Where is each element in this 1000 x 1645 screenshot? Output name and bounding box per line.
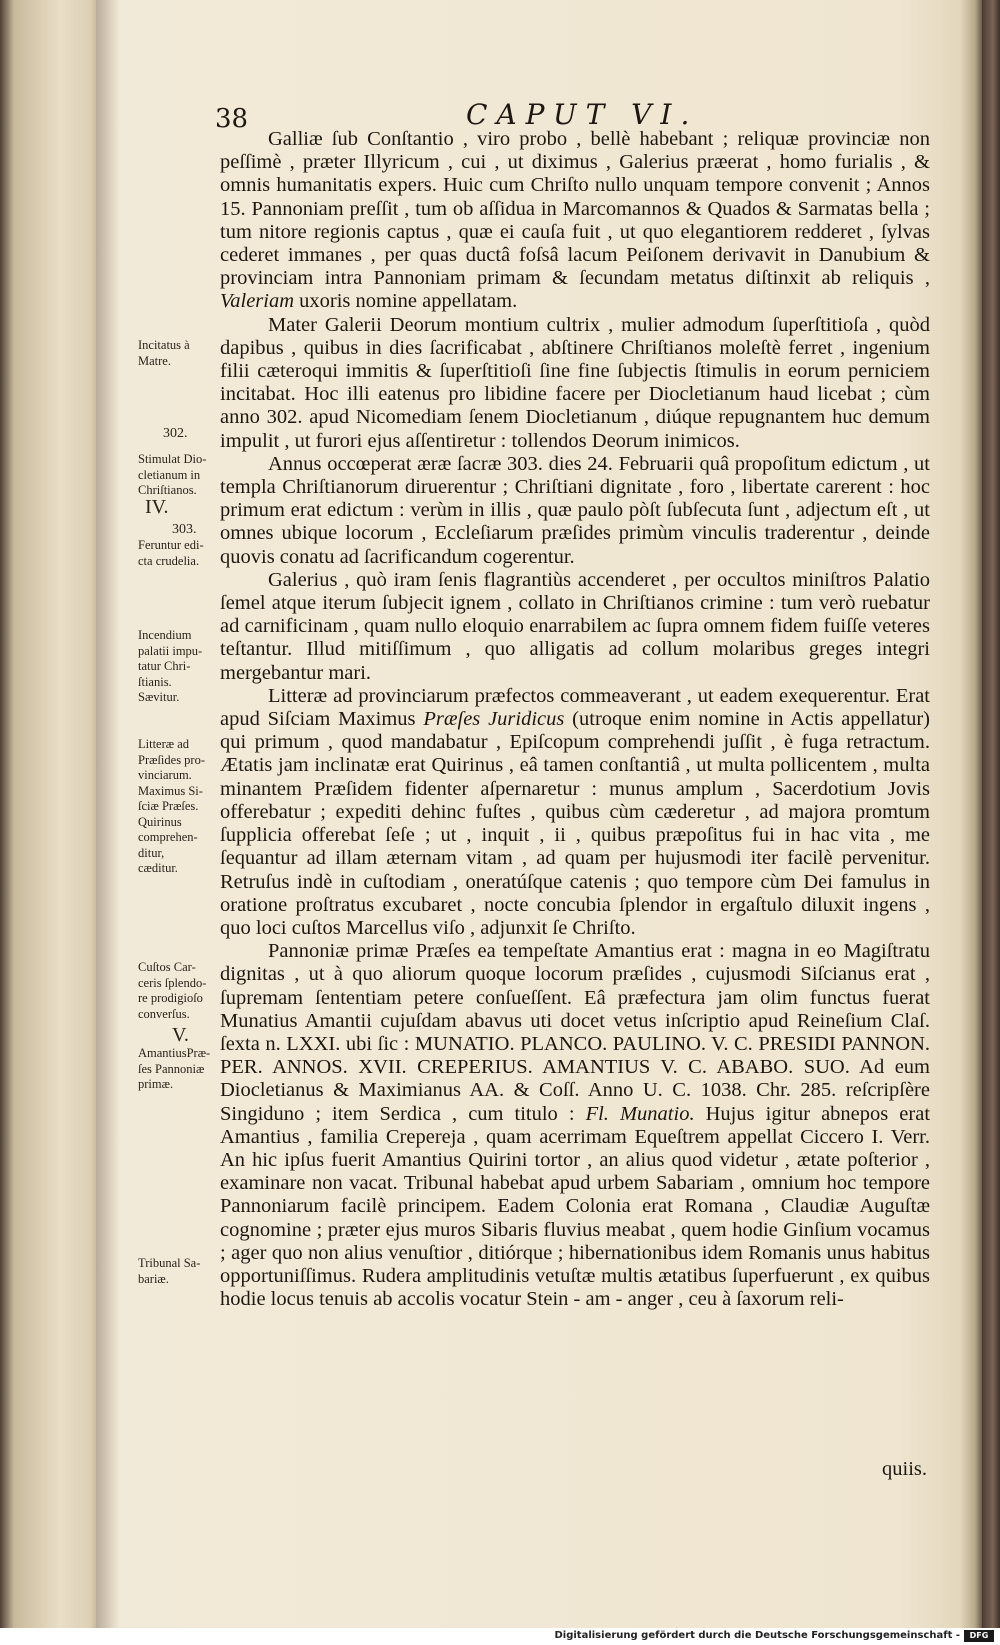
margin-note: Incitatus à Matre. — [138, 338, 190, 368]
gutter-shadow — [96, 0, 120, 1628]
facing-page-edge — [0, 0, 96, 1628]
margin-roman-numeral: IV. — [145, 496, 169, 518]
margin-note: Feruntur edi- cta crudelia. — [138, 538, 204, 568]
text-segment: Annus occœperat æræ ſacræ 303. dies 24. Februarii quâ propoſitum edictum , ut templa Chriſtianorum diruerentur ; Chriſtiani dignitate , foro , libertate carerent : hoc primum erat edictum : verùm in illis , quæ paulo pòſt ſubſecuta ſunt , adjectum eſt , ut omnes ubique locorum , Eccleſiarum præſides primùm vinculis traderentur , deinde quovis conatu ad ſacrificandum cogerentur. — [220, 452, 930, 568]
margin-note: Stimulat Dio- cletianum in Chriſtianos. — [138, 452, 207, 497]
text-segment: Pannoniæ primæ Præſes ea tempeſtate Amantius erat : magna in eo Magiſtratu dignitas , ut à quo aliorum quoque locorum præſides , cujusmodi Siſcianus erat , ſupremam ſententiam petere conſueſſent. Eâ præfectura jam olim functus fuerat Munatius Amantii cujuſdam abavus uti docet vetus inſcriptio apud Reineſium Claſ. ſexta n. LXXI. ubi ſic : MUNATIO. PLANCO. PAULINO. V. C. PRESIDI PANNON. PER. ANNOS. XVII. CREPERIUS. AMANTIUS V. C. ABABO. SUO. Ad eum Diocletianus & Maximianus AA. & Coſſ. Anno U. C. 1038. Chr. 285. reſcripſère Singiduno ; item Serdica , cum titulo : — [220, 940, 930, 1125]
margin-roman-numeral: V. — [172, 1024, 189, 1046]
closing-word: quiis. — [882, 1458, 927, 1480]
text-segment: Galerius , quò iram ſenis flagrantiùs accenderet , per occultos miniſtros Palatio ſemel atque iterum ſubjecit ignem , collato in Chriſtianos crimine : tum verò ruebatur ad carnificinam , quam nullo eloquio enarrabilem ac ſupra omnem fidem fuiſſe veteres teſtantur. Illud mitiſſimum , quo alligatis ad collum molaribus greges integri mergebantur mari. — [220, 568, 930, 684]
paragraph — [220, 569, 930, 685]
page-number: 38 — [215, 104, 249, 134]
italic-segment: Valeriam — [220, 290, 295, 313]
text-segment: Litteræ ad provinciarum præfectos commeaverant , ut eadem exequerentur. Erat apud Siſciam Maximus — [220, 684, 930, 731]
margin-note: Tribunal Sa- bariæ. — [138, 1256, 201, 1286]
paragraph — [220, 453, 930, 569]
dfg-logo: DFG — [964, 1630, 994, 1642]
paragraph — [220, 940, 930, 1311]
margin-note: Cuſtos Car- ceris ſplendo- re prodigioſo converſus. — [138, 960, 207, 1021]
margin-note: Litteræ ad Præſides pro- vinciarum. Maximus Si- ſciæ Præſes. Quirinus comprehen- ditur, cæditur. — [138, 737, 206, 875]
margin-year: 303. — [172, 522, 197, 537]
margin-note: AmantiusPræ- ſes Pannoniæ primæ. — [138, 1046, 211, 1091]
paragraph — [220, 128, 930, 314]
margin-note: Incendium palatii impu- tatur Chri- ſtianis. Sævitur. — [138, 628, 203, 704]
text-segment: (utroque enim nomine in Actis appellatur) qui primum , quod mandabatur , Epiſcopum comprehendi juſſit , è fuga retractum. Ætatis jam inclinatæ erat Quirinus , eâ tamen conſtantiâ , ut multa pollicentem , multa minantem Præſidem fidenter aſpernaretur : munus amplum , Sacerdotium Jovis offerebatur ; expediti dehinc fuſtes , quibus cùm cæderetur , ad majora promtum ſupplicia offerebat ſeſe ; ut , inquit , ii , quibus præpoſitus fui in hac vita , me ſequantur ad illam æternam vitam , ad quam per hujusmodi iter facilè pervenitur. Retruſus indè in cuſtodiam , oneratúſque catenis ; quo tempore cùm Dei famulus in oratione proſtratus excubaret , nocte concubia ſplendor in ergaſtulo diluxit ingens , quo loci cuſtos Marcellus viſo , adjunxit ſe Chriſto. — [220, 708, 930, 939]
text-segment: Hujus igitur abnepos erat Amantius , familia Crepereja , quam acerrimam Equeſtrem appellat Ciccero I. Verr. An hic ipſus fuerit Amantius Quirini tortor , an alius quod videtur , ætate poſterior , examinare non vacat. Tribunal habebat apud urbem Sabariam , omnium hoc tempore Pannoniarum facilè principem. Eadem Colonia erat Romana , Claudiæ Auguſtæ cognomine ; præter ejus muros Sibaris fluvius meabat , quem hodie Ginſium vocamus ; ager quo non alius venuſtior , ditiórque ; hibernationibus idem Romanis unus habitus opportuniſſimus. Rudera amplitudinis vetuſtæ multis ætatibus ſuperfuerunt , ex quibus hodie locus tenuis ab accolis vocatur Stein - am - anger , ceu à ſaxorum reli- — [220, 1102, 931, 1311]
margin-year: 302. — [163, 426, 188, 441]
funding-credit: Digitalisierung gefördert durch die Deutsche Forschungsgemeinschaft - — [554, 1630, 960, 1641]
body-text — [220, 128, 930, 1311]
text-segment: Galliæ ſub Conſtantio , viro probo , bellè habebant ; reliquæ provinciæ non peſſimè , præter Illyricum , cui , ut diximus , Galerius præerat , homo furialis , & omnis humanitatis expers. Huic cum Chriſto nullo unquam tempore convenit ; Annos 15. Pannoniam preſſit , tum ob aſſidua in Marcomannos & Quados & Sarmatas bella ; tum nitore regionis captus , quæ ei cauſa fuit , ut quo elegantiorem redderet , ſylvas cederet immanes , per quas ductâ foſsâ lacum Peiſonem derivavit in Danubium & provinciam intra Pannoniam primam & ſecundam metatus diſtinxit ab reliquis , — [220, 128, 930, 290]
italic-segment: Fl. Munatio. — [585, 1102, 695, 1125]
book-edge — [982, 0, 1000, 1628]
paragraph — [220, 685, 930, 940]
running-head: CAPUT VI. — [466, 98, 699, 131]
paragraph — [220, 314, 930, 453]
text-segment: Mater Galerii Deorum montium cultrix , mulier admodum ſuperſtitioſa , quòd dapibus , quibus in dies ſacrificabat , abſtinere Chriſtianos moleſtè ferret , ingenium filii cæteroqui immitis & ſuperſtitioſi ſine fine ſubjectis ſtimulis in eorum perniciem incitabat. Hoc illi eatenus pro libidine facere per Diocletianum haud licebat ; cùm anno 302. apud Nicomediam ſenem Diocletianum , diúque repugnantem huc demum impulit , ut furori ejus aſſentiretur : tollendos Deorum inimicos. — [220, 313, 930, 452]
text-segment: uxoris nomine appellatam. — [294, 290, 518, 313]
italic-segment: Præſes Juridicus — [423, 708, 565, 731]
